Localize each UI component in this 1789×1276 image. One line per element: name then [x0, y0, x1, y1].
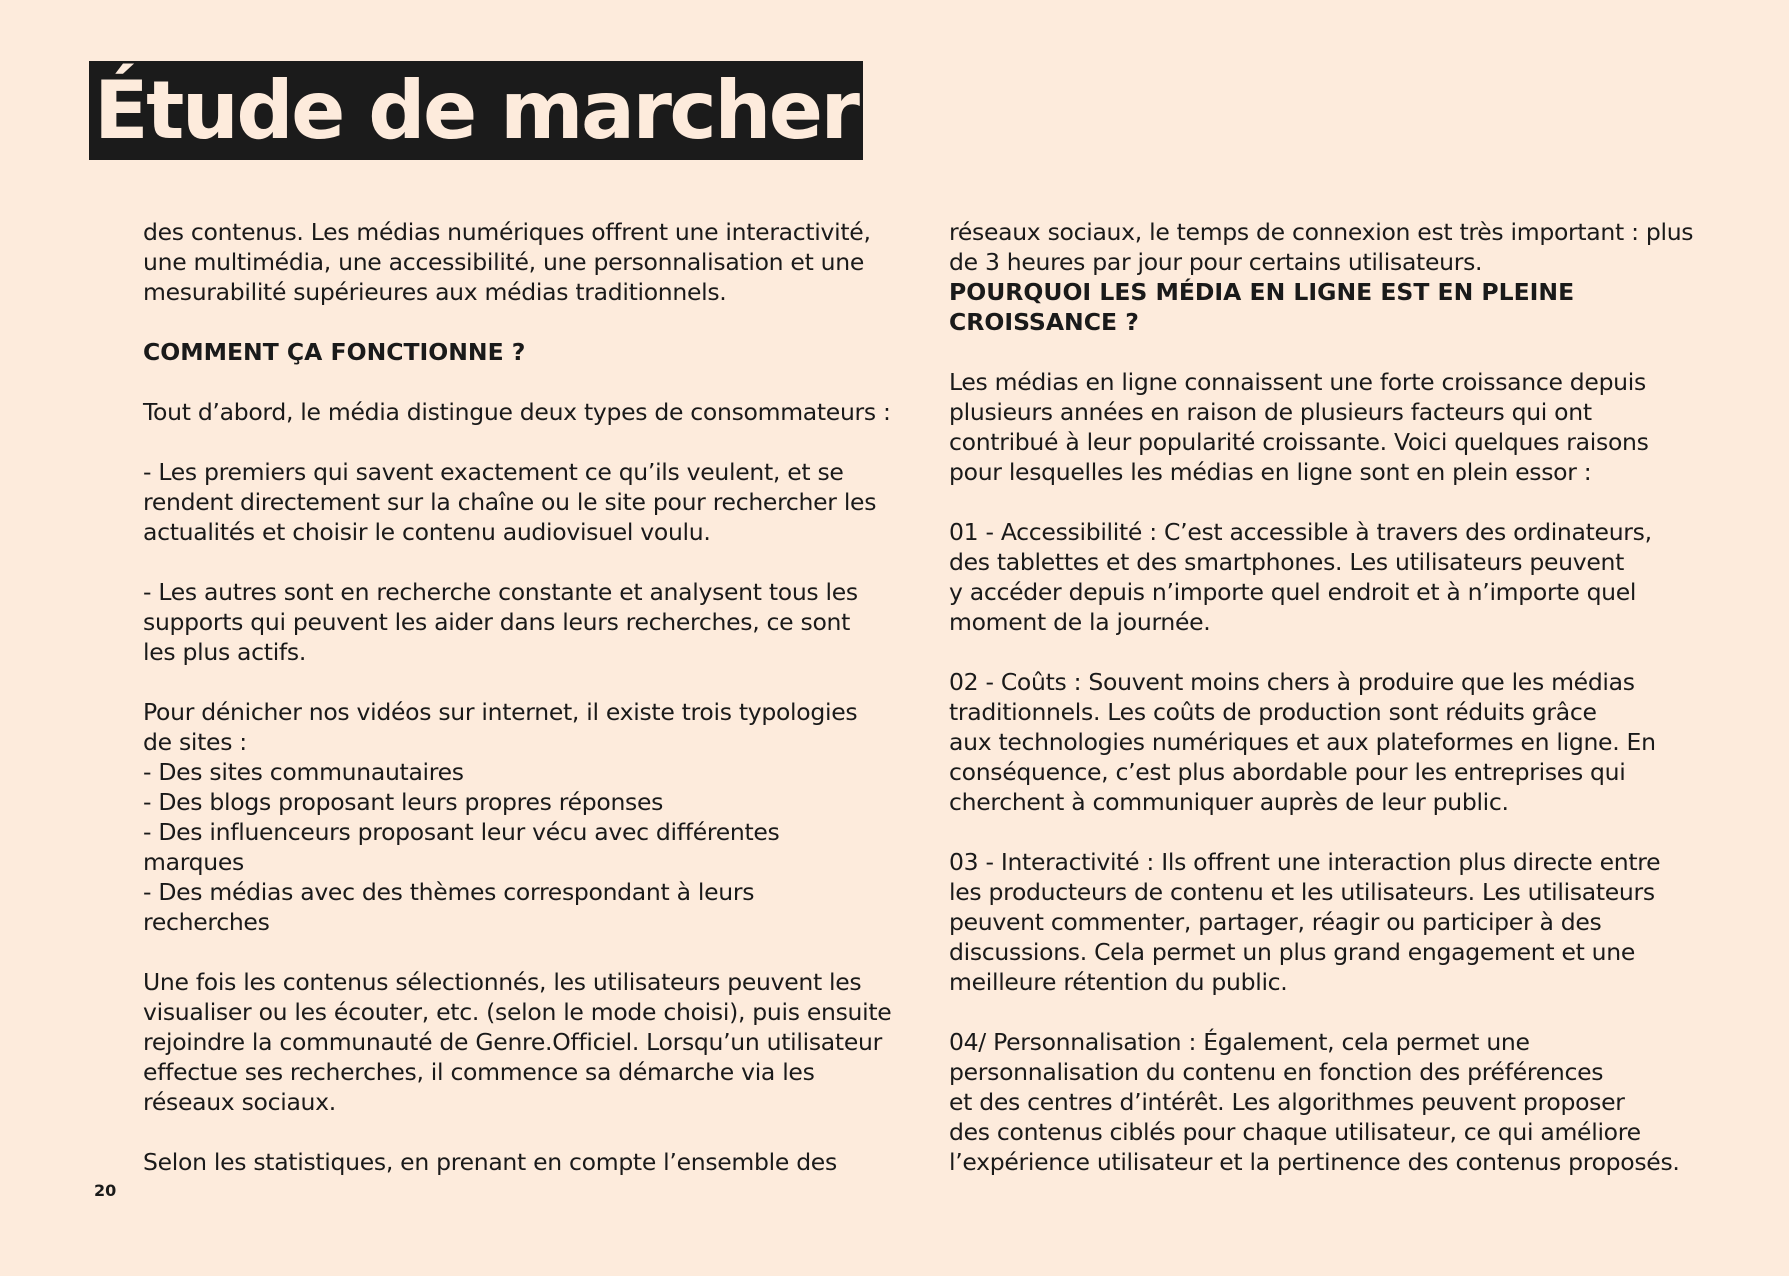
list-item: - Des médias avec des thèmes correspondant à leurs recherches	[143, 878, 755, 936]
content-selection-paragraph: Une fois les contenus sélectionnés, les utilisateurs peuvent les visualiser ou les écouter, etc. (selon le mode choisi), puis ensuite rejoindre la communauté de Genre.Officiel. Lorsqu’un utilisateur effectue ses recherches, il commence sa démarche via les réseaux sociaux.	[143, 968, 892, 1116]
site-typologies-intro: Pour dénicher nos vidéos sur internet, il existe trois typologies de sites :	[143, 698, 858, 756]
page-number: 20	[94, 1181, 117, 1200]
first-consumer-paragraph: - Les premiers qui savent exactement ce qu’ils veulent, et se rendent directement sur la chaîne ou le site pour rechercher les actualités et choisir le contenu audiovisuel voulu.	[143, 458, 877, 546]
list-item: - Des influenceurs proposant leur vécu avec différentes marques	[143, 818, 780, 876]
right-column	[949, 217, 1749, 1207]
interactivity-paragraph: 03 - Interactivité : Ils offrent une interaction plus directe entre les producteurs de contenu et les utilisateurs. Les utilisateurs peuvent commenter, partager, réagir ou participer à des discussions. Cela permet un plus grand engagement et une meilleure rétention du public.	[949, 848, 1661, 996]
costs-paragraph: 02 - Coûts : Souvent moins chers à produire que les médias traditionnels. Les coûts de production sont réduits grâce aux technologies numériques et aux plateformes en ligne. En conséquence, c’est plus abordable pour les entreprises qui cherchent à communiquer auprès de leur public.	[949, 668, 1656, 816]
list-item: - Des blogs proposant leurs propres réponses	[143, 788, 664, 816]
page-title-banner	[89, 61, 863, 160]
list-item: - Des sites communautaires	[143, 758, 464, 786]
right-intro-paragraph: réseaux sociaux, le temps de connexion est très important : plus de 3 heures par jour pour certains utilisateurs.	[949, 218, 1694, 276]
growth-intro-paragraph: Les médias en ligne connaissent une forte croissance depuis plusieurs années en raison de plusieurs facteurs qui ont contribué à leur popularité croissante. Voici quelques raisons pour lesquelles les médias en ligne sont en plein essor :	[949, 368, 1649, 486]
right-section-heading: POURQUOI LES MÉDIA EN LIGNE EST EN PLEINE CROISSANCE ?	[949, 278, 1575, 336]
left-intro-paragraph: des contenus. Les médias numériques offrent une interactivité, une multimédia, une accessibilité, une personnalisation et une mesurabilité supérieures aux médias traditionnels.	[143, 218, 871, 306]
consumer-types-paragraph: Tout d’abord, le média distingue deux types de consommateurs :	[143, 398, 891, 426]
left-section-heading: COMMENT ÇA FONCTIONNE ?	[143, 338, 526, 366]
site-typologies-list	[143, 757, 933, 937]
second-consumer-paragraph: - Les autres sont en recherche constante et analysent tous les supports qui peuvent les aider dans leurs recherches, ce sont les plus actifs.	[143, 578, 858, 666]
page-title: Étude de marcher	[94, 64, 858, 157]
personalisation-paragraph: 04/ Personnalisation : Également, cela permet une personnalisation du contenu en fonction des préférences et des centres d’intérêt. Les algorithmes peuvent proposer des contenus ciblés pour chaque utilisateur, ce qui améliore l’expérience utilisateur et la pertinence des contenus proposés.	[949, 1028, 1680, 1176]
statistics-paragraph: Selon les statistiques, en prenant en compte l’ensemble des	[143, 1148, 837, 1176]
accessibility-paragraph: 01 - Accessibilité : C’est accessible à travers des ordinateurs, des tablettes et des smartphones. Les utilisateurs peuvent y accéder depuis n’importe quel endroit et à n’importe quel moment de la journée.	[949, 518, 1652, 636]
left-column	[143, 217, 933, 1207]
